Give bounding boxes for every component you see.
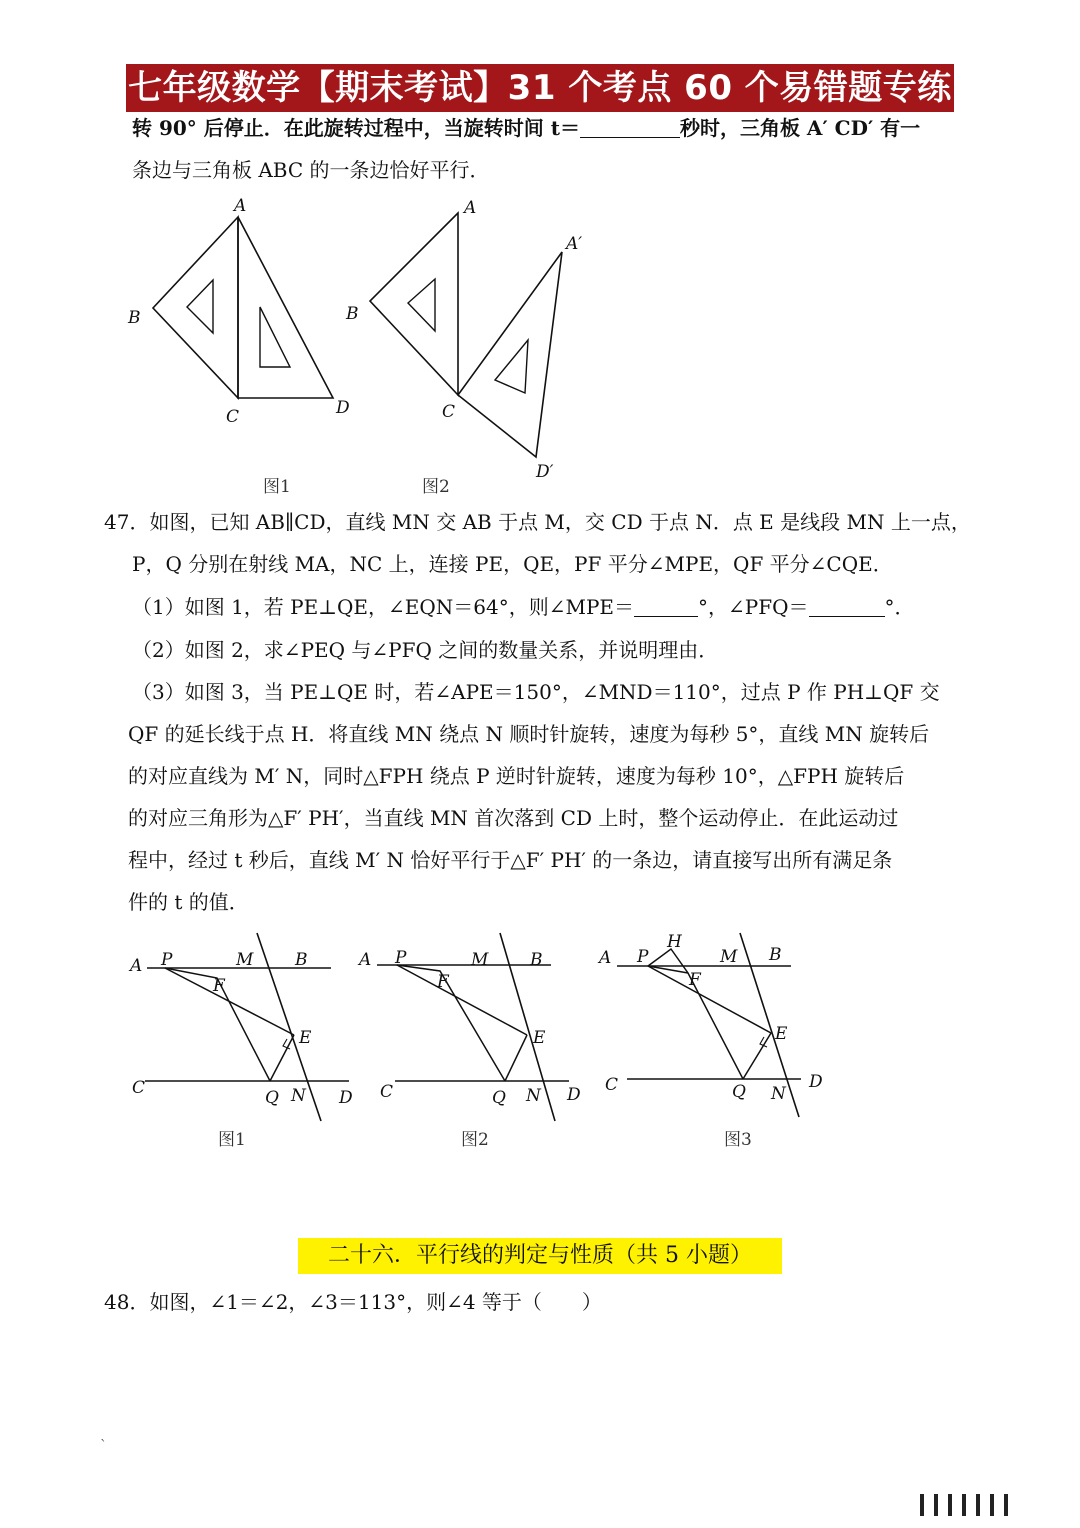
q46-answer-blank [580,117,680,138]
label-c: C [380,1082,394,1102]
triangle-acd [238,217,333,398]
label-f: F [437,972,449,992]
label-c: C [605,1075,619,1095]
triangle-abc-inner-hole [187,280,213,333]
q47-part3-line3: 的对应直线为 M′ N，同时△FPH 绕点 P 逆时针旋转，速度为每秒 10°，△FPH 旋转后 [128,764,905,788]
label-a: A [234,196,247,216]
q47-part1-text-b: °，∠PFQ＝ [698,595,809,619]
label-c: C [442,402,456,422]
q47-fig1-caption: 图1 [218,1130,246,1150]
label-e: E [299,1028,312,1048]
parallel-figure-1 [125,925,365,1125]
label-f: F [689,970,701,990]
label-a: A [599,948,612,968]
label-e: E [533,1028,546,1048]
q47-part3-line4: 的对应三角形为△F′ PH′，当直线 MN 首次落到 CD 上时，整个运动停止．在此运动过 [128,806,899,830]
triangle-a2cd2-inner-hole [495,340,528,393]
triangle-figure-1 [120,195,360,425]
q47-line1: 47．如图，已知 AB∥CD，直线 MN 交 AB 于点 M，交 CD 于点 N．点 E 是线段 MN 上一点， [104,510,971,534]
q47-part3-line1: （3）如图 3，当 PE⊥QE 时，若∠APE＝150°，∠MND＝110°，过点 P 作 PH⊥QF 交 [132,680,940,704]
label-a: A [130,956,143,976]
q46-fig2-caption: 图2 [422,477,450,497]
scroll-indicator-icon [920,1494,1060,1520]
q46-line2: 条边与三角板 ABC 的一条边恰好平行． [132,158,490,182]
label-b: B [346,304,359,324]
label-d: D [809,1072,823,1092]
triangle-abc [153,217,238,398]
label-p: P [395,948,407,968]
triangle-acd-inner-hole [260,307,290,367]
triangle-abc [370,213,458,395]
q47-part1-text-a: （1）如图 1，若 PE⊥QE，∠EQN＝64°，则∠MPE＝ [132,595,635,619]
label-d: D [567,1085,581,1105]
q46-line1-text-a: 转 90° 后停止．在此旋转过程中，当旋转时间 t＝ [132,116,580,140]
q47-part3-line5: 程中，经过 t 秒后，直线 M′ N 恰好平行于△F′ PH′ 的一条边，请直接写出所有满足条 [128,848,893,872]
q46-line1-text-b: 秒时，三角板 A′ CD′ 有一 [679,116,921,140]
q47-fig2-caption: 图2 [461,1130,489,1150]
label-a: A [464,198,477,218]
label-m: M [471,950,489,970]
label-f: F [213,976,225,996]
label-n: N [291,1086,306,1106]
label-d: D [339,1088,353,1108]
label-n: N [771,1084,786,1104]
triangle-abc-inner-hole [408,279,435,331]
triangle-a2cd2 [458,252,562,457]
triangle-figure-2 [340,195,600,485]
label-c: C [226,407,240,427]
label-d-prime: D′ [536,462,554,482]
label-p: P [637,947,649,967]
label-a: A [359,950,372,970]
scan-mark: ˋ [100,1438,107,1454]
label-d: D [336,398,350,418]
label-m: M [236,950,254,970]
parallel-figure-3 [595,925,835,1125]
label-b: B [769,945,782,965]
label-a-prime: A′ [566,234,583,254]
label-q: Q [265,1088,279,1108]
q47-part3-line2: QF 的延长线于点 H．将直线 MN 绕点 N 顺时针旋转，速度为每秒 5°，直线 MN 旋转后 [128,722,930,746]
label-m: M [720,947,738,967]
q46-line1 [132,114,920,142]
q47-part2: （2）如图 2，求∠PEQ 与∠PFQ 之间的数量关系，并说明理由． [132,638,719,662]
label-c: C [132,1078,146,1098]
q46-fig1-caption: 图1 [263,477,291,497]
q48-text: 48．如图，∠1＝∠2，∠3＝113°，则∠4 等于（ ） [104,1290,602,1314]
label-h: H [667,932,682,952]
label-n: N [526,1086,541,1106]
q47-part1 [132,593,915,621]
label-b: B [530,950,543,970]
parallel-figure-2 [355,925,595,1125]
label-p: P [161,950,173,970]
label-e: E [775,1024,788,1044]
section-heading: 二十六．平行线的判定与性质（共 5 小题） [298,1238,782,1274]
q47-fig3-caption: 图3 [724,1130,752,1150]
page-banner-title: 七年级数学【期末考试】31 个考点 60 个易错题专练 [126,64,954,112]
label-q: Q [492,1088,506,1108]
q47-line2: P，Q 分别在射线 MA，NC 上，连接 PE，QE，PF 平分∠MPE，QF 平分∠CQE． [132,552,893,576]
q47-part1-text-c: °． [884,595,915,619]
label-b: B [295,950,308,970]
q47-part1-blank-1 [634,596,698,617]
label-q: Q [732,1082,746,1102]
q47-part3-line6: 件的 t 的值． [128,890,249,914]
label-b: B [128,308,141,328]
q47-part1-blank-2 [809,596,885,617]
